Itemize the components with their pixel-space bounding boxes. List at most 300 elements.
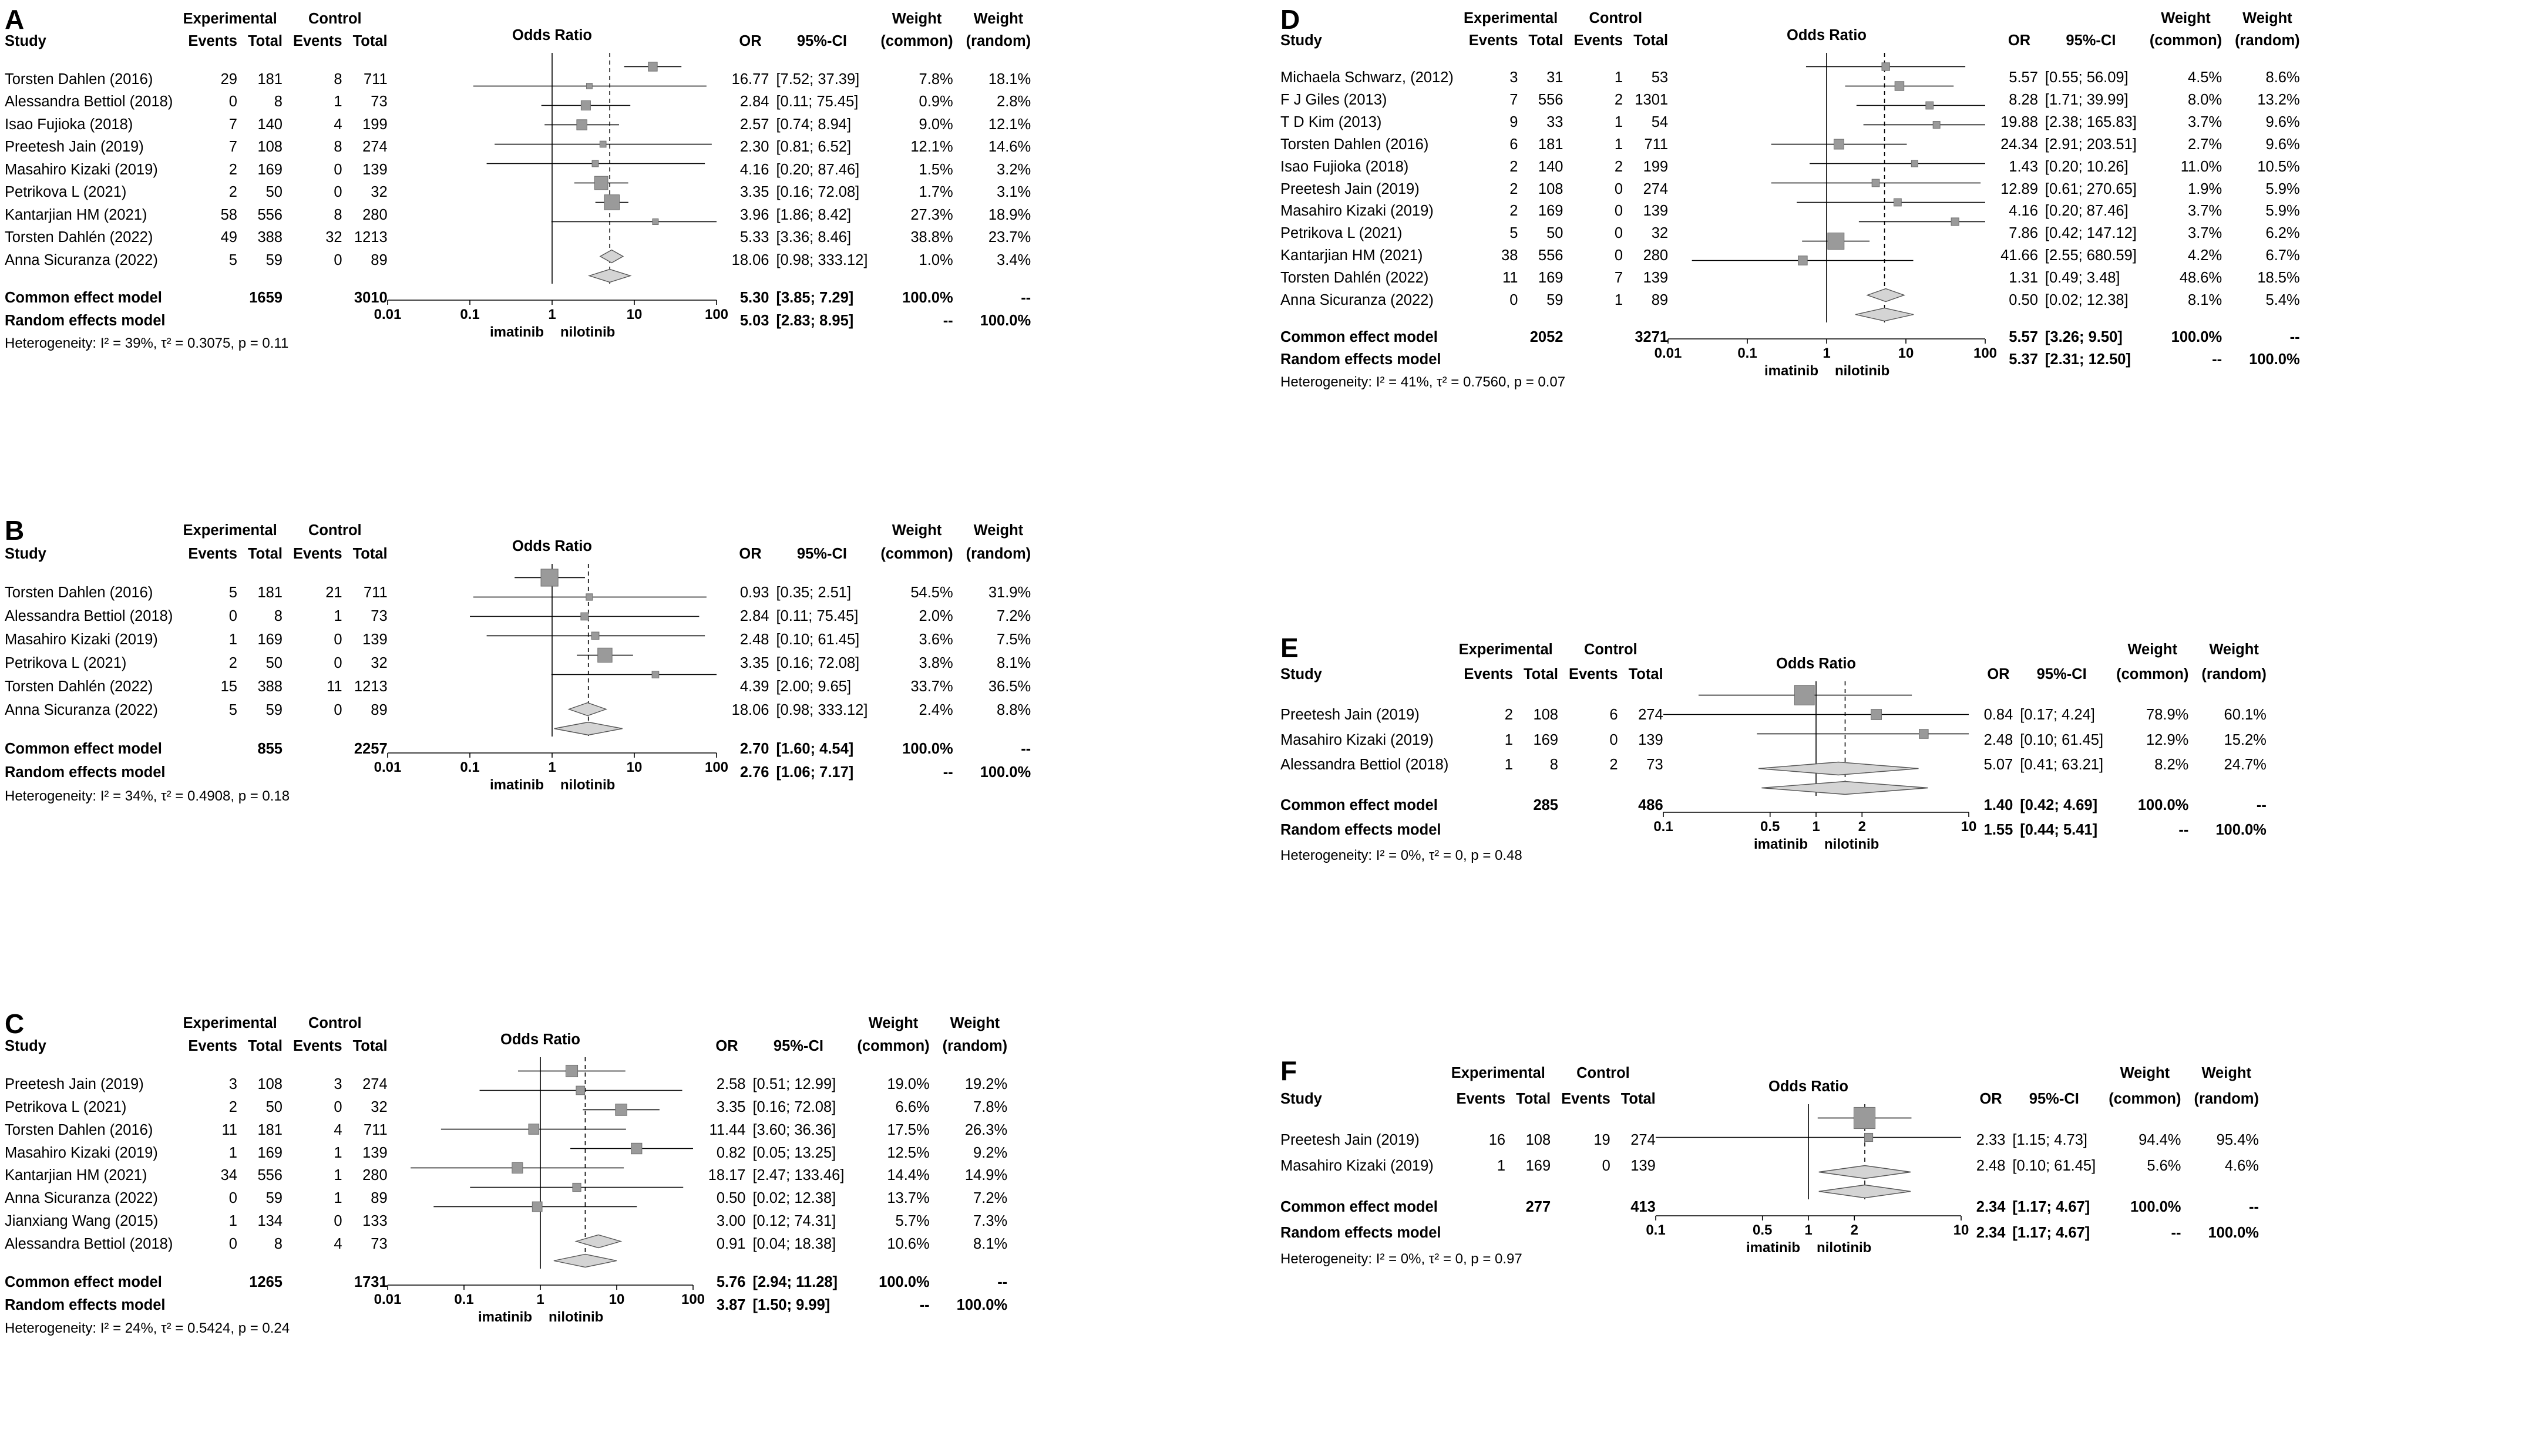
summary-total-experimental: 855 xyxy=(257,741,283,757)
spacer xyxy=(2038,51,2137,66)
confidence-interval: [0.12; 74.31] xyxy=(752,1213,836,1230)
spacer xyxy=(1513,684,1558,700)
weight-common: 2.4% xyxy=(919,702,953,718)
spacer xyxy=(1961,1109,2006,1124)
total-control: 54 xyxy=(1651,114,1669,131)
events-control: 0 xyxy=(1614,180,1623,197)
summary-total-experimental: 285 xyxy=(1533,796,1558,813)
summary-spacer2 xyxy=(283,308,342,331)
study-marker xyxy=(544,120,619,130)
heterogeneity-text: Heterogeneity: I² = 24%, τ² = 0.5424, p = 0.24 xyxy=(5,1320,290,1336)
weight-common: 3.7% xyxy=(2188,225,2222,242)
spacer xyxy=(5,1254,177,1269)
events-experimental: 5 xyxy=(1509,225,1518,242)
spacer xyxy=(769,270,867,285)
study-marker xyxy=(433,1202,637,1212)
summary-spacer xyxy=(1458,347,1518,369)
events-experimental: 2 xyxy=(1509,180,1518,197)
summary-confidence-interval: [1.50; 9.99] xyxy=(752,1297,830,1314)
axis-tick-label: 10 xyxy=(608,1292,624,1307)
weight-random: 7.2% xyxy=(973,1190,1008,1207)
spacer xyxy=(867,331,953,354)
header-events-2: Events xyxy=(292,1037,342,1054)
header-weight-common-1: Weight xyxy=(892,522,942,539)
study-name: Alessandra Bettiol (2018) xyxy=(5,608,173,624)
spacer xyxy=(1969,775,2013,790)
events-experimental: 0 xyxy=(228,1190,237,1207)
events-experimental: 34 xyxy=(220,1167,237,1184)
axis-label-right: nilotinib xyxy=(560,777,615,793)
weight-random: 18.5% xyxy=(2257,269,2300,286)
summary-spacer2 xyxy=(283,759,342,782)
total-experimental: 169 xyxy=(1533,731,1558,748)
summary-weight-common: -- xyxy=(2178,822,2189,839)
weight-random: 18.1% xyxy=(988,70,1031,88)
x-axis xyxy=(374,753,728,793)
weight-common: 94.4% xyxy=(2138,1132,2181,1148)
spacer xyxy=(1280,775,1453,790)
events-control: 3 xyxy=(334,1075,342,1092)
header-weight-random-2: (random) xyxy=(966,546,1031,562)
total-experimental: 50 xyxy=(265,1098,283,1115)
weight-random: 2.8% xyxy=(997,93,1031,110)
summary-weight-random: -- xyxy=(2289,329,2300,346)
weight-random: 8.1% xyxy=(997,655,1031,671)
total-experimental: 388 xyxy=(257,229,283,246)
forest-plot-svg xyxy=(1646,1057,1969,1269)
summary-spacer2 xyxy=(283,285,342,308)
study-marker xyxy=(570,1143,693,1154)
total-control: 280 xyxy=(1643,247,1669,264)
spacer xyxy=(2181,1243,2259,1269)
header-experimental: Experimental xyxy=(1451,1065,1545,1081)
header-events-2: Events xyxy=(292,33,342,49)
spacer xyxy=(5,1056,177,1071)
header-total-1: Total xyxy=(247,546,283,562)
plot-title: Odds Ratio xyxy=(1768,1078,1848,1095)
events-experimental: 7 xyxy=(1509,92,1518,109)
summary-weight-common: 100.0% xyxy=(902,741,953,757)
summary-label: Common effect model xyxy=(5,1274,162,1291)
study-name: Petrikova L (2021) xyxy=(5,1098,127,1115)
header-total-2: Total xyxy=(1620,1091,1656,1107)
summary-confidence-interval: [2.94; 11.28] xyxy=(752,1274,838,1291)
axis-tick-label: 0.5 xyxy=(1752,1222,1773,1238)
weight-common: 1.7% xyxy=(919,184,953,200)
header-ci: 95%-CI xyxy=(2066,32,2116,49)
summary-total-experimental xyxy=(1505,1217,1551,1243)
study-name: Preetesh Jain (2019) xyxy=(1280,1132,1420,1148)
spacer xyxy=(2013,775,2103,790)
header-weight-random-2: (random) xyxy=(966,33,1031,49)
axis-tick-label: 100 xyxy=(704,759,728,775)
summary-odds-ratio: 1.55 xyxy=(1983,822,2013,839)
total-experimental: 140 xyxy=(1538,158,1563,175)
effect-box xyxy=(600,141,606,147)
weight-random: 10.5% xyxy=(2257,158,2300,175)
study-marker xyxy=(1797,199,1985,206)
effect-box xyxy=(573,1183,581,1191)
total-control: 32 xyxy=(1651,225,1669,242)
events-experimental: 3 xyxy=(228,1075,237,1092)
summary-odds-ratio: 5.03 xyxy=(739,312,769,329)
effect-box xyxy=(1911,160,1918,167)
x-axis xyxy=(1655,339,1997,379)
weight-random: 7.8% xyxy=(973,1098,1008,1115)
table-header-row xyxy=(1280,634,2267,660)
study-name: Kantarjian HM (2021) xyxy=(5,206,147,223)
weight-common: 78.9% xyxy=(2146,706,2189,723)
spacer xyxy=(693,1315,746,1338)
events-control: 0 xyxy=(1614,247,1623,264)
effect-box xyxy=(604,195,620,210)
header-study: Study xyxy=(5,1037,46,1054)
weight-common: 17.5% xyxy=(887,1121,930,1138)
study-marker xyxy=(624,62,681,71)
spacer xyxy=(342,1254,388,1269)
header-events-1: Events xyxy=(188,546,237,562)
summary-weight-common: -- xyxy=(2212,351,2222,368)
odds-ratio: 18.06 xyxy=(731,251,769,268)
axis-tick-label: 0.01 xyxy=(1654,345,1682,361)
total-control: 89 xyxy=(371,1190,388,1207)
summary-diamond xyxy=(1855,308,1914,321)
header-events-2: Events xyxy=(1573,32,1623,49)
plot-title: Odds Ratio xyxy=(500,1031,580,1048)
total-experimental: 50 xyxy=(265,184,283,200)
odds-ratio: 3.35 xyxy=(739,655,769,671)
odds-ratio: 2.58 xyxy=(716,1075,746,1092)
study-marker xyxy=(515,569,585,586)
total-control: 139 xyxy=(1638,731,1663,748)
forest-panel-c xyxy=(5,1010,1007,1338)
summary-weight-random: 100.0% xyxy=(2208,1225,2259,1241)
odds-ratio: 16.77 xyxy=(731,70,769,88)
forest-table xyxy=(5,6,1031,353)
study-name: Torsten Dahlen (2016) xyxy=(1280,136,1429,153)
summary-spacer xyxy=(1453,815,1513,840)
odds-ratio: 0.82 xyxy=(716,1144,746,1161)
spacer xyxy=(1961,1243,2006,1269)
spacer xyxy=(930,1056,1008,1071)
total-experimental: 169 xyxy=(1538,269,1563,286)
header-spacer2 xyxy=(717,517,769,540)
total-control: 139 xyxy=(1643,203,1669,220)
odds-ratio: 0.50 xyxy=(716,1190,746,1207)
effect-box xyxy=(586,83,592,89)
spacer xyxy=(867,782,953,806)
weight-common: 7.8% xyxy=(919,70,953,88)
summary-odds-ratio: 3.87 xyxy=(716,1297,746,1314)
odds-ratio: 5.57 xyxy=(2009,69,2038,86)
panel-letter: C xyxy=(5,1008,25,1039)
spacer xyxy=(2103,775,2188,790)
weight-random: 60.1% xyxy=(2224,706,2267,723)
total-experimental: 169 xyxy=(257,161,283,178)
header-total-2: Total xyxy=(1633,32,1669,49)
study-marker xyxy=(1818,1107,1912,1128)
weight-common: 3.7% xyxy=(2188,203,2222,220)
spacer xyxy=(237,1056,283,1071)
axis-label-right: nilotinib xyxy=(1835,363,1890,379)
weight-random: 26.3% xyxy=(964,1121,1008,1138)
events-experimental: 2 xyxy=(228,184,237,200)
weight-random: 95.4% xyxy=(2216,1132,2259,1148)
header-events-2: Events xyxy=(1568,666,1618,683)
confidence-interval: [0.11; 75.45] xyxy=(776,608,859,624)
events-control: 1 xyxy=(1614,69,1623,86)
summary-confidence-interval: [3.26; 9.50] xyxy=(2045,329,2123,346)
weight-random: 3.4% xyxy=(997,251,1031,268)
odds-ratio: 3.00 xyxy=(716,1213,746,1230)
header-spacer3 xyxy=(2013,634,2103,660)
spacer xyxy=(2222,51,2300,66)
axis-tick-label: 1 xyxy=(547,759,556,775)
summary-total-control: 1731 xyxy=(354,1274,388,1291)
events-control: 0 xyxy=(334,1098,342,1115)
header-control: Control xyxy=(308,1014,362,1031)
header-total-1: Total xyxy=(1523,666,1558,683)
events-control: 8 xyxy=(334,206,342,223)
odds-ratio: 8.28 xyxy=(2009,92,2038,109)
events-control: 0 xyxy=(334,1213,342,1230)
odds-ratio: 24.34 xyxy=(2000,136,2038,153)
summary-spacer2 xyxy=(283,735,342,759)
header-weight-random-1: Weight xyxy=(2209,641,2259,658)
total-control: 32 xyxy=(371,655,388,671)
confidence-interval: [0.16; 72.08] xyxy=(776,655,860,671)
confidence-interval: [0.10; 61.45] xyxy=(2012,1158,2096,1174)
study-marker xyxy=(1864,122,1985,129)
axis-tick-label: 10 xyxy=(1961,819,1976,835)
summary-odds-ratio: 2.34 xyxy=(1976,1225,2006,1241)
total-experimental: 169 xyxy=(1538,203,1563,220)
summary-total-experimental xyxy=(1513,815,1558,840)
axis-tick-label: 10 xyxy=(1898,345,1914,361)
total-control: 73 xyxy=(371,1236,388,1253)
header-or: OR xyxy=(1979,1091,2002,1107)
confidence-interval: [0.02; 12.38] xyxy=(752,1190,836,1207)
study-name: Petrikova L (2021) xyxy=(5,184,127,200)
total-experimental: 31 xyxy=(1546,69,1563,86)
spacer xyxy=(1280,1109,1445,1124)
spacer xyxy=(745,1254,844,1269)
spacer xyxy=(867,564,953,579)
axis-tick-label: 0.1 xyxy=(459,759,480,775)
spacer xyxy=(283,51,342,66)
summary-spacer2 xyxy=(283,1269,342,1292)
header-spacer3 xyxy=(2005,1057,2096,1083)
header-total-2: Total xyxy=(352,546,388,562)
study-name: Kantarjian HM (2021) xyxy=(1280,247,1423,264)
total-experimental: 388 xyxy=(257,678,283,695)
study-marker xyxy=(1859,218,1985,226)
summary-spacer xyxy=(1445,1191,1505,1217)
events-experimental: 2 xyxy=(1509,203,1518,220)
summary-spacer xyxy=(177,735,237,759)
summary-weight-random: 100.0% xyxy=(980,764,1031,781)
summary-label: Common effect model xyxy=(1280,796,1438,813)
total-experimental: 108 xyxy=(1538,180,1563,197)
spacer xyxy=(1458,310,1518,325)
header-weight-common-1: Weight xyxy=(2161,9,2211,26)
header-control: Control xyxy=(308,10,362,27)
confidence-interval: [0.16; 72.08] xyxy=(752,1098,836,1115)
summary-diamond xyxy=(589,270,630,283)
effect-box xyxy=(1834,139,1844,149)
header-weight-common-1: Weight xyxy=(892,10,942,27)
spacer xyxy=(177,51,237,66)
confidence-interval: [0.42; 147.12] xyxy=(2045,225,2137,242)
axis-tick-label: 100 xyxy=(704,307,728,322)
axis-tick-label: 0.1 xyxy=(1737,345,1757,361)
summary-total-control: 486 xyxy=(1638,796,1663,813)
header-weight-random-2: (random) xyxy=(942,1037,1008,1054)
spacer xyxy=(1610,1176,1656,1191)
header-spacer2 xyxy=(693,1010,746,1033)
summary-confidence-interval: [3.85; 7.29] xyxy=(776,290,854,306)
header-or: OR xyxy=(739,546,762,562)
spacer xyxy=(769,51,867,66)
spacer xyxy=(1985,51,2038,66)
events-control: 1 xyxy=(334,1167,342,1184)
weight-random: 8.1% xyxy=(973,1236,1008,1253)
header-spacer3 xyxy=(745,1010,844,1033)
header-or: OR xyxy=(1987,666,2010,683)
summary-weight-random: -- xyxy=(1021,741,1031,757)
events-control: 0 xyxy=(1614,225,1623,242)
weight-random: 14.9% xyxy=(964,1167,1008,1184)
spacer xyxy=(342,564,388,579)
header-ci: 95%-CI xyxy=(2029,1091,2079,1107)
total-experimental: 181 xyxy=(257,70,283,88)
spacer xyxy=(1513,775,1558,790)
axis-tick-label: 0.5 xyxy=(1760,819,1780,835)
study-marker xyxy=(1857,102,1985,109)
events-experimental: 11 xyxy=(1502,269,1518,286)
confidence-interval: [3.60; 36.36] xyxy=(752,1121,836,1138)
events-control: 0 xyxy=(1614,203,1623,220)
summary-spacer2 xyxy=(1563,325,1623,348)
study-marker xyxy=(1771,179,1981,187)
header-spacer xyxy=(1280,1055,1445,1086)
events-experimental: 1 xyxy=(228,1144,237,1161)
confidence-interval: [0.74; 8.94] xyxy=(776,116,852,133)
spacer xyxy=(953,51,1031,66)
confidence-interval: [0.61; 270.65] xyxy=(2045,180,2137,197)
weight-common: 10.6% xyxy=(887,1236,930,1253)
summary-diamond xyxy=(554,1255,617,1267)
effect-box xyxy=(541,569,558,586)
effect-box xyxy=(631,1143,641,1154)
weight-random: 8.6% xyxy=(2265,69,2300,86)
summary-diamond xyxy=(576,1235,621,1248)
study-name: Petrikova L (2021) xyxy=(5,655,127,671)
confidence-interval: [0.04; 18.38] xyxy=(752,1236,836,1253)
odds-ratio: 4.39 xyxy=(739,678,769,695)
spacer xyxy=(867,720,953,735)
panel-letter: D xyxy=(1280,4,1300,35)
confidence-interval: [2.00; 9.65] xyxy=(776,678,852,695)
spacer xyxy=(953,331,1031,354)
weight-common: 8.2% xyxy=(2154,756,2189,774)
summary-total-control: 2257 xyxy=(354,741,388,757)
plot-title: Odds Ratio xyxy=(1776,655,1856,672)
axis-tick-label: 10 xyxy=(626,307,642,322)
spacer xyxy=(930,1315,1008,1338)
events-control: 8 xyxy=(334,70,342,88)
summary-confidence-interval: [1.60; 4.54] xyxy=(776,741,854,757)
summary-label: Random effects model xyxy=(1280,1225,1441,1241)
events-control: 1 xyxy=(1614,114,1623,131)
study-name: Torsten Dahlén (2022) xyxy=(1280,269,1429,286)
confidence-interval: [2.55; 680.59] xyxy=(2045,247,2137,264)
header-control: Control xyxy=(1583,641,1637,658)
header-events-1: Events xyxy=(1456,1091,1506,1107)
summary-odds-ratio: 2.34 xyxy=(1976,1199,2006,1215)
spacer xyxy=(2103,684,2188,700)
study-name: Preetesh Jain (2019) xyxy=(1280,180,1420,197)
spacer xyxy=(5,720,177,735)
events-control: 8 xyxy=(334,139,342,155)
summary-spacer xyxy=(1453,790,1513,815)
header-weight-common-2: (common) xyxy=(2116,666,2189,683)
weight-random: 18.9% xyxy=(988,206,1031,223)
summary-total-experimental xyxy=(237,308,283,331)
study-name: Anna Sicuranza (2022) xyxy=(5,1190,158,1207)
header-weight-common-1: Weight xyxy=(2127,641,2177,658)
total-control: 711 xyxy=(363,1121,388,1138)
events-control: 4 xyxy=(334,116,342,133)
spacer xyxy=(177,270,237,285)
header-weight-random-1: Weight xyxy=(973,10,1024,27)
odds-ratio: 2.84 xyxy=(739,93,769,110)
effect-box xyxy=(512,1162,522,1173)
header-weight-common-2: (common) xyxy=(880,546,953,562)
axis-tick-label: 100 xyxy=(681,1292,705,1307)
events-experimental: 1 xyxy=(1497,1158,1506,1174)
study-marker xyxy=(1771,139,1907,149)
study-marker xyxy=(486,632,705,640)
panel-letter: A xyxy=(5,4,25,35)
weight-random: 14.6% xyxy=(988,139,1031,155)
odds-ratio: 7.86 xyxy=(2009,225,2038,242)
study-name: Michaela Schwarz, (2012) xyxy=(1280,69,1454,86)
study-name: Preetesh Jain (2019) xyxy=(1280,706,1420,723)
events-experimental: 0 xyxy=(1509,291,1518,308)
events-control: 1 xyxy=(1614,136,1623,153)
study-marker xyxy=(577,648,633,662)
total-control: 274 xyxy=(1630,1132,1656,1148)
total-control: 199 xyxy=(362,116,388,133)
odds-ratio: 0.84 xyxy=(1983,706,2013,723)
weight-common: 0.9% xyxy=(919,93,953,110)
study-marker xyxy=(1699,685,1912,705)
study-marker xyxy=(473,83,706,89)
total-experimental: 59 xyxy=(265,251,283,268)
effect-box xyxy=(529,1124,539,1135)
total-experimental: 8 xyxy=(274,1236,283,1253)
spacer xyxy=(177,1056,237,1071)
weight-common: 12.9% xyxy=(2146,731,2189,748)
summary-confidence-interval: [1.17; 4.67] xyxy=(2012,1199,2090,1215)
study-name: T D Kim (2013) xyxy=(1280,114,1382,131)
table-header-row xyxy=(5,6,1031,29)
spacer xyxy=(1961,1176,2006,1191)
total-control: 73 xyxy=(371,93,388,110)
weight-random: 6.2% xyxy=(2265,225,2300,242)
events-control: 1 xyxy=(334,93,342,110)
